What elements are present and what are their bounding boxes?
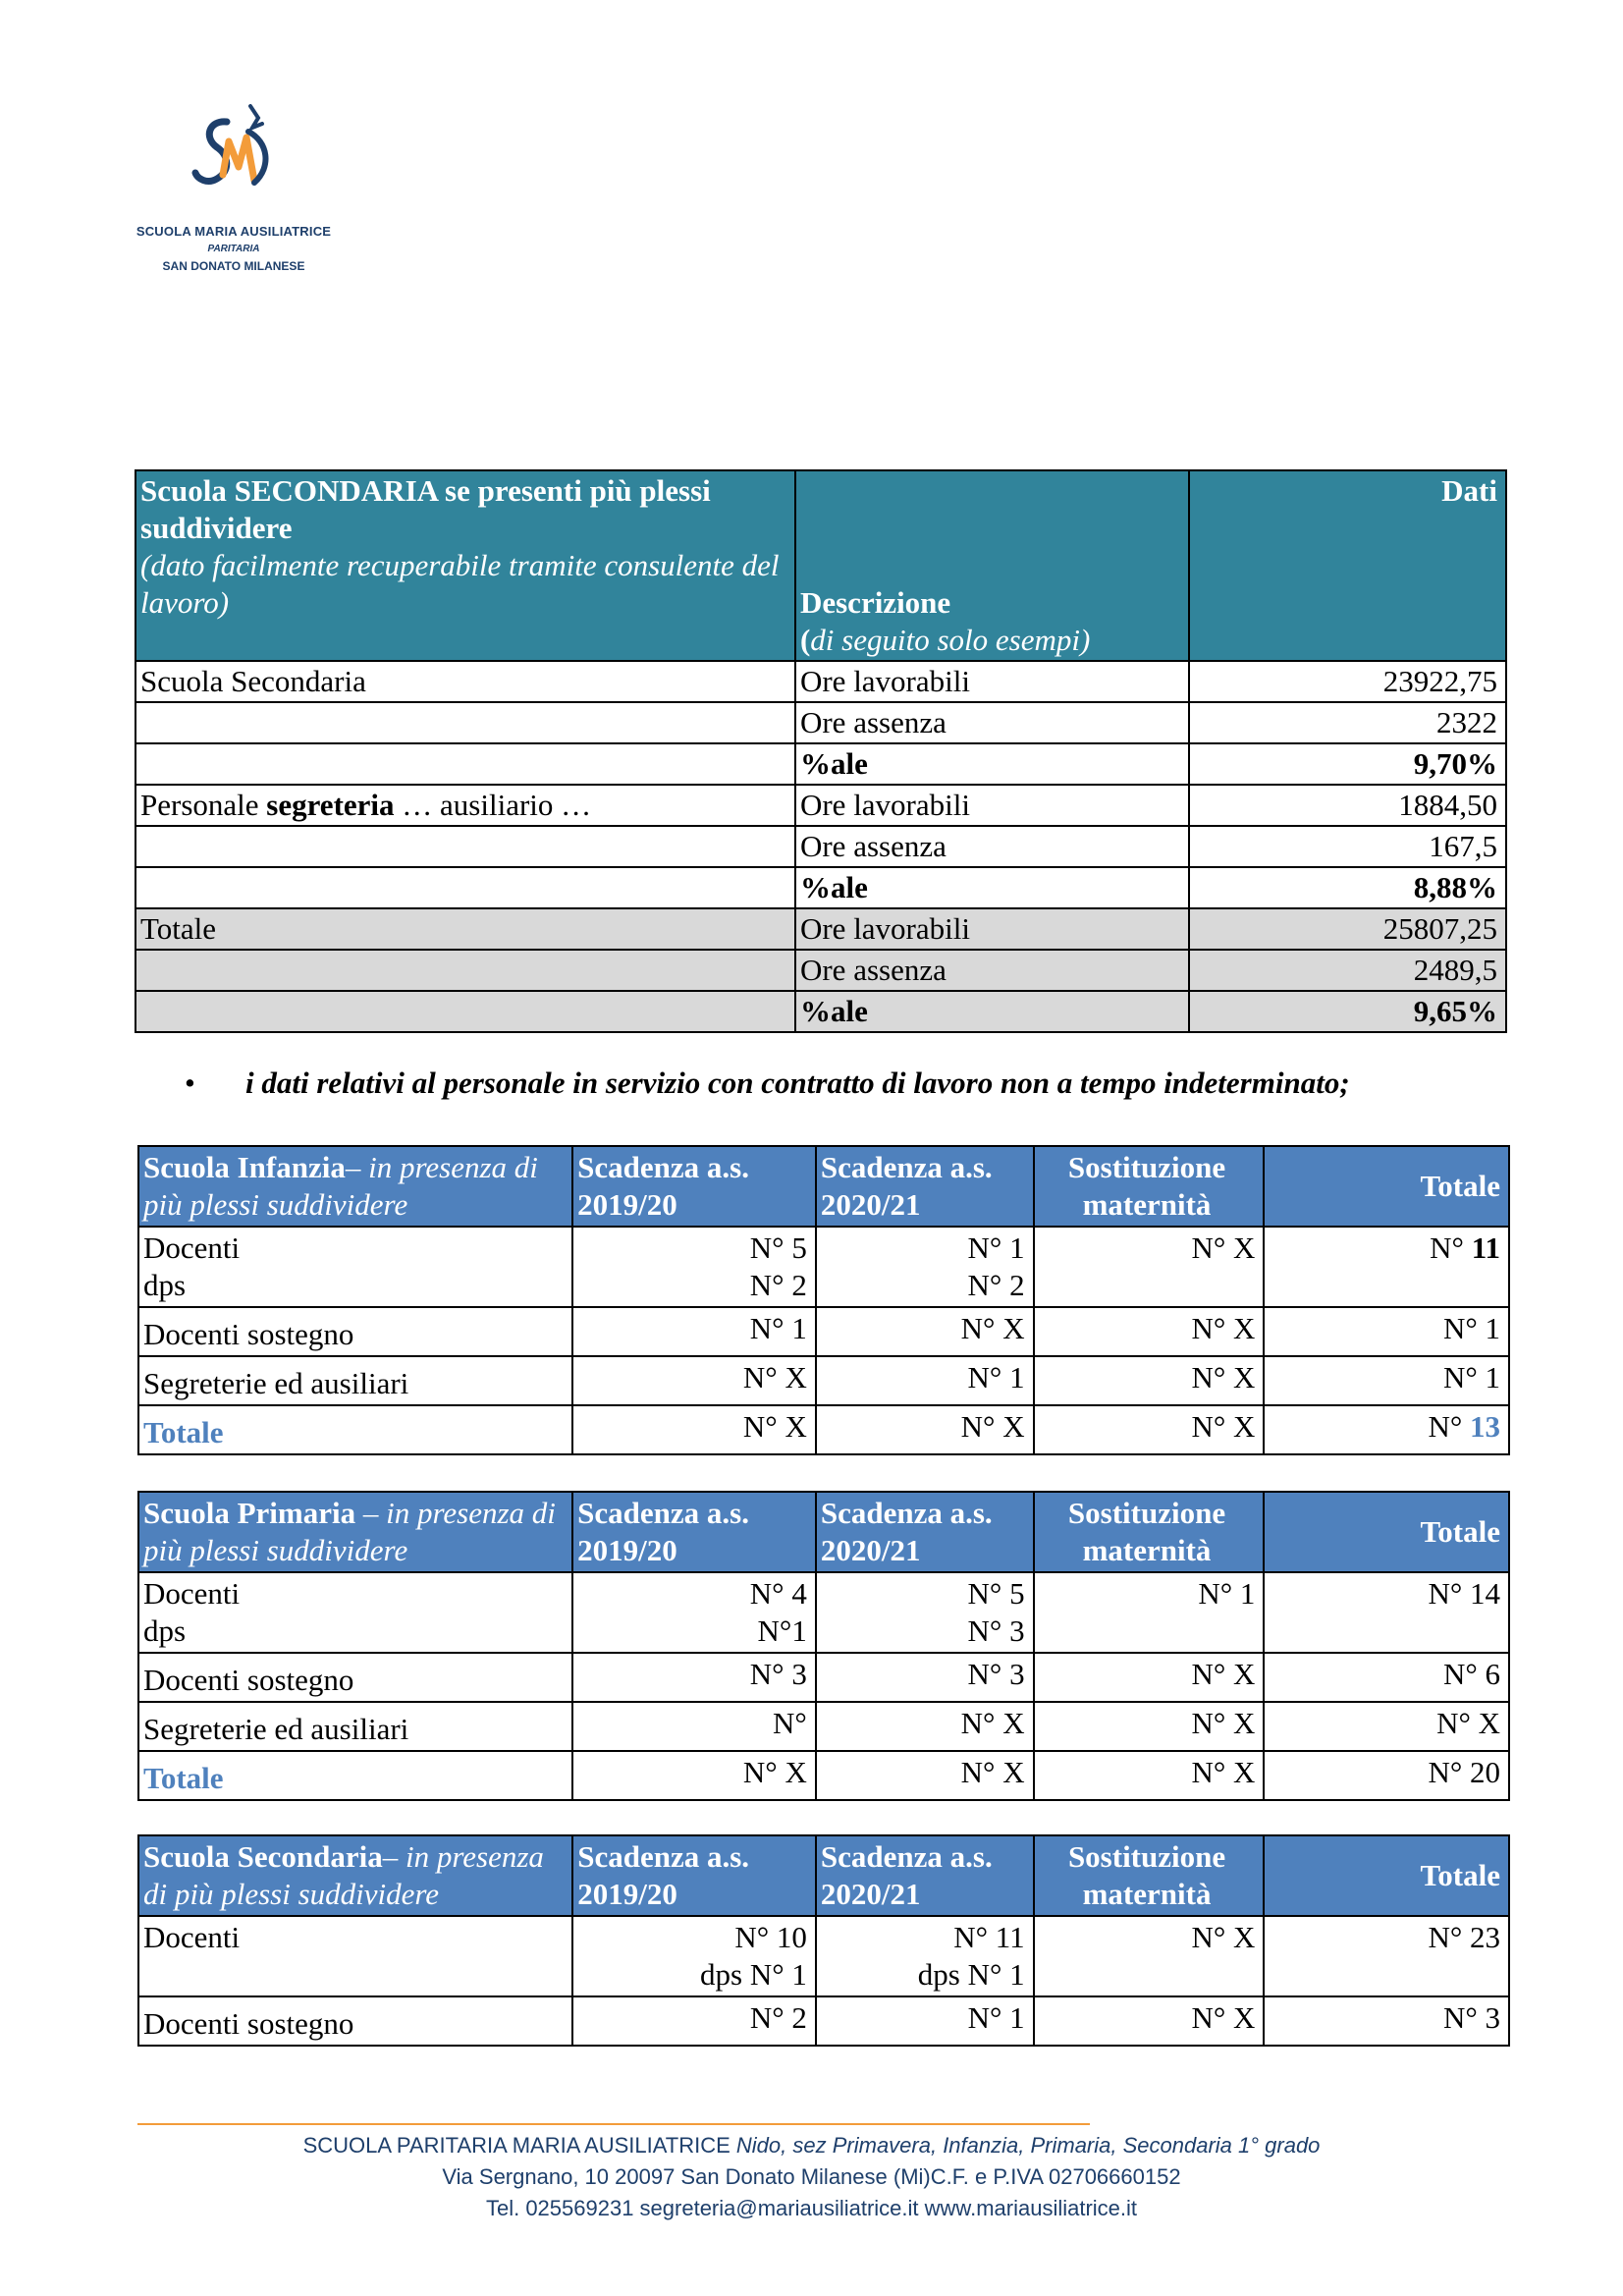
- row-label: [135, 743, 795, 785]
- row-label: Docenti sostegno: [138, 1653, 572, 1702]
- row-label-pre: Personale: [140, 788, 267, 822]
- table-row: [138, 1702, 1509, 1751]
- table-row-total: [138, 1751, 1509, 1800]
- cell-2019: [572, 1916, 816, 1996]
- secondaria-table: [137, 1834, 1510, 2047]
- header-scadenza-2019: Scadenza a.s. 2019/20: [572, 1835, 816, 1916]
- footer-line-3: Tel. 025569231 segreteria@mariausiliatrice.it www.mariausiliatrice.it: [485, 2196, 1138, 2220]
- cell-totale: N° 1: [1264, 1356, 1509, 1405]
- cell-maternita: N° 1: [1034, 1572, 1265, 1653]
- header-paren: (: [799, 623, 811, 657]
- cell-totale: N° 20: [1264, 1751, 1509, 1800]
- header-school-note: – in presenza di più plessi suddividere: [143, 1839, 544, 1911]
- table-row: [138, 1227, 1509, 1307]
- table-row: [138, 1572, 1509, 1653]
- cell-value: dps N° 1: [917, 1957, 1025, 1992]
- table-row: [135, 661, 1506, 702]
- footer-divider: [137, 2123, 1090, 2125]
- header-descrizione-note: di seguito solo esempi): [810, 623, 1091, 657]
- cell-2019: N° 1: [572, 1307, 816, 1356]
- row-label-line: dps: [143, 1613, 187, 1648]
- bullet-text: i dati relativi al personale in servizio con contratto di lavoro non a tempo indeterminato;: [245, 1066, 1350, 1100]
- row-value: 8,88%: [1189, 867, 1506, 908]
- logo-line-3: SAN DONATO MILANESE: [162, 259, 305, 273]
- row-label-line: Docenti: [143, 1230, 241, 1265]
- header-totale: Totale: [1264, 1146, 1509, 1227]
- cell-value: N° 5: [749, 1230, 807, 1265]
- cell-value: N°1: [757, 1613, 807, 1648]
- header-school-note: – in presenza di più plessi suddividere: [143, 1150, 538, 1222]
- header-scadenza-2020: Scadenza a.s. 2020/21: [816, 1146, 1034, 1227]
- cell-value: N° 10: [734, 1920, 807, 1954]
- table-header-row: [138, 1146, 1509, 1227]
- cell-totale: N° 6: [1264, 1653, 1509, 1702]
- cell-2019: N° 2: [572, 1996, 816, 2046]
- header-scadenza-2019: Scadenza a.s. 2019/20: [572, 1146, 816, 1227]
- logo-mark-icon: [189, 102, 283, 215]
- cell-2019: N° X: [572, 1751, 816, 1800]
- row-label: Docenti sostegno: [138, 1307, 572, 1356]
- row-label: [135, 950, 795, 991]
- cell-value: N° 4: [749, 1576, 807, 1611]
- cell-totale: [1264, 1405, 1509, 1454]
- table-row: [138, 1916, 1509, 1996]
- header-school-name: Scuola Primaria: [143, 1496, 356, 1530]
- cell-value-bold: 11: [1471, 1230, 1500, 1265]
- header-sostituzione: Sostituzione maternità: [1034, 1835, 1265, 1916]
- row-value: 167,5: [1189, 826, 1506, 867]
- cell-value: N° 2: [967, 1268, 1025, 1302]
- row-label-line: dps: [143, 1268, 187, 1302]
- row-label-post: … ausiliario …: [394, 788, 592, 822]
- header-descrizione: [795, 470, 1189, 661]
- table-row: [135, 785, 1506, 826]
- footer-school-name: SCUOLA PARITARIA MARIA AUSILIATRICE: [302, 2133, 736, 2158]
- row-description: %ale: [795, 743, 1189, 785]
- cell-totale: N° 1: [1264, 1307, 1509, 1356]
- infanzia-table: [137, 1145, 1510, 1455]
- row-value: 9,65%: [1189, 991, 1506, 1032]
- cell-2020: [816, 1227, 1034, 1307]
- primaria-table: [137, 1491, 1510, 1801]
- cell-maternita: N° X: [1034, 1227, 1265, 1307]
- row-description: Ore lavorabili: [795, 785, 1189, 826]
- row-label: Docenti: [138, 1916, 572, 1996]
- header-scadenza-2020: Scadenza a.s. 2020/21: [816, 1835, 1034, 1916]
- school-logo: [135, 102, 337, 279]
- cell-maternita: N° X: [1034, 1356, 1265, 1405]
- cell-2019: N° X: [572, 1405, 816, 1454]
- cell-value: N° 1: [967, 1230, 1025, 1265]
- cell-2020: N° 3: [816, 1653, 1034, 1702]
- header-scuola-secondaria: [135, 470, 795, 661]
- cell-totale: N° X: [1264, 1702, 1509, 1751]
- row-label: [138, 1572, 572, 1653]
- cell-2020: [816, 1916, 1034, 1996]
- header-school: [138, 1492, 572, 1572]
- cell-value: N° 11: [953, 1920, 1025, 1954]
- cell-totale: N° 14: [1264, 1572, 1509, 1653]
- cell-value: N°: [1430, 1230, 1472, 1265]
- cell-maternita: N° X: [1034, 1751, 1265, 1800]
- header-school-name: Scuola Infanzia: [143, 1150, 346, 1184]
- header-title: Scuola SECONDARIA se presenti più plessi suddividere: [140, 473, 711, 545]
- row-value: 25807,25: [1189, 908, 1506, 950]
- cell-2019: N° X: [572, 1356, 816, 1405]
- header-totale: Totale: [1264, 1835, 1509, 1916]
- table-row: [135, 826, 1506, 867]
- header-school-note: – in presenza di più plessi suddividere: [143, 1496, 556, 1567]
- row-description: %ale: [795, 991, 1189, 1032]
- cell-value: dps N° 1: [700, 1957, 807, 1992]
- bullet-dot-icon: •: [185, 1066, 195, 1100]
- row-label: Scuola Secondaria: [135, 661, 795, 702]
- header-note: (dato facilmente recuperabile tramite consulente del lavoro): [140, 548, 780, 620]
- row-description: %ale: [795, 867, 1189, 908]
- cell-value-bold: 13: [1470, 1409, 1500, 1444]
- cell-maternita: N° X: [1034, 1702, 1265, 1751]
- footer-school-levels: Nido, sez Primavera, Infanzia, Primaria, Secondaria 1° grado: [735, 2133, 1321, 2158]
- header-sostituzione: Sostituzione maternità: [1034, 1146, 1265, 1227]
- row-label-totale: Totale: [138, 1751, 572, 1800]
- row-value: 1884,50: [1189, 785, 1506, 826]
- row-description: Ore lavorabili: [795, 908, 1189, 950]
- cell-maternita: N° X: [1034, 1916, 1265, 1996]
- cell-2019: [572, 1227, 816, 1307]
- table-row-total: [135, 950, 1506, 991]
- row-value: 23922,75: [1189, 661, 1506, 702]
- header-scadenza-2019: Scadenza a.s. 2019/20: [572, 1492, 816, 1572]
- cell-maternita: N° X: [1034, 1405, 1265, 1454]
- cell-maternita: N° X: [1034, 1996, 1265, 2046]
- row-label: [138, 1227, 572, 1307]
- row-description: Ore assenza: [795, 702, 1189, 743]
- cell-maternita: N° X: [1034, 1307, 1265, 1356]
- cell-totale: [1264, 1227, 1509, 1307]
- header-school: [138, 1146, 572, 1227]
- footer-line-1: [0, 2133, 1623, 2159]
- cell-2019: N° 3: [572, 1653, 816, 1702]
- header-school: [138, 1835, 572, 1916]
- table-row: [135, 702, 1506, 743]
- cell-value: N° 5: [967, 1576, 1025, 1611]
- table-row: [138, 1356, 1509, 1405]
- logo-line-1: SCUOLA MARIA AUSILIATRICE: [135, 224, 332, 239]
- row-label: [135, 991, 795, 1032]
- cell-2019: [572, 1572, 816, 1653]
- cell-2020: N° 1: [816, 1356, 1034, 1405]
- table-header-row: [138, 1835, 1509, 1916]
- row-label: Docenti sostegno: [138, 1996, 572, 2046]
- table-row-total: [135, 908, 1506, 950]
- cell-value: N°: [1428, 1409, 1470, 1444]
- cell-totale: N° 23: [1264, 1916, 1509, 1996]
- row-label: [135, 702, 795, 743]
- logo-line-2: PARITARIA: [207, 244, 260, 254]
- row-label: [135, 785, 795, 826]
- row-description: Ore assenza: [795, 950, 1189, 991]
- table-header-row: [135, 470, 1506, 661]
- table-row: [138, 1307, 1509, 1356]
- row-description: Ore assenza: [795, 826, 1189, 867]
- cell-totale: N° 3: [1264, 1996, 1509, 2046]
- header-totale: Totale: [1264, 1492, 1509, 1572]
- table-row-total: [135, 991, 1506, 1032]
- table-row-total: [138, 1405, 1509, 1454]
- cell-2020: N° X: [816, 1702, 1034, 1751]
- row-label: Totale: [135, 908, 795, 950]
- table-row: [138, 1653, 1509, 1702]
- header-scadenza-2020: Scadenza a.s. 2020/21: [816, 1492, 1034, 1572]
- header-sostituzione: Sostituzione maternità: [1034, 1492, 1265, 1572]
- cell-maternita: N° X: [1034, 1653, 1265, 1702]
- row-value: 9,70%: [1189, 743, 1506, 785]
- cell-value: N° 2: [749, 1268, 807, 1302]
- row-value: 2489,5: [1189, 950, 1506, 991]
- row-description: Ore lavorabili: [795, 661, 1189, 702]
- table-row: [138, 1996, 1509, 2046]
- header-school-name: Scuola Secondaria: [143, 1839, 383, 1874]
- cell-2020: N° X: [816, 1307, 1034, 1356]
- table-row: [135, 867, 1506, 908]
- header-descrizione-label: Descrizione: [799, 585, 951, 620]
- row-value: 2322: [1189, 702, 1506, 743]
- row-label: [135, 826, 795, 867]
- cell-2020: N° X: [816, 1751, 1034, 1800]
- row-label: Segreterie ed ausiliari: [138, 1702, 572, 1751]
- cell-2020: N° 1: [816, 1996, 1034, 2046]
- cell-2020: [816, 1572, 1034, 1653]
- table-row: [135, 743, 1506, 785]
- row-label: Segreterie ed ausiliari: [138, 1356, 572, 1405]
- absence-hours-table: [135, 469, 1507, 1033]
- row-label-bold: segreteria: [266, 788, 395, 822]
- cell-value: N° 3: [967, 1613, 1025, 1648]
- row-label-line: Docenti: [143, 1576, 241, 1611]
- header-dati: Dati: [1189, 470, 1506, 661]
- table-header-row: [138, 1492, 1509, 1572]
- row-label: [135, 867, 795, 908]
- row-label-totale: Totale: [138, 1405, 572, 1454]
- cell-2020: N° X: [816, 1405, 1034, 1454]
- footer-line-2: Via Sergnano, 10 20097 San Donato Milanese (Mi)C.F. e P.IVA 02706660152: [442, 2164, 1181, 2189]
- cell-2019: N°: [572, 1702, 816, 1751]
